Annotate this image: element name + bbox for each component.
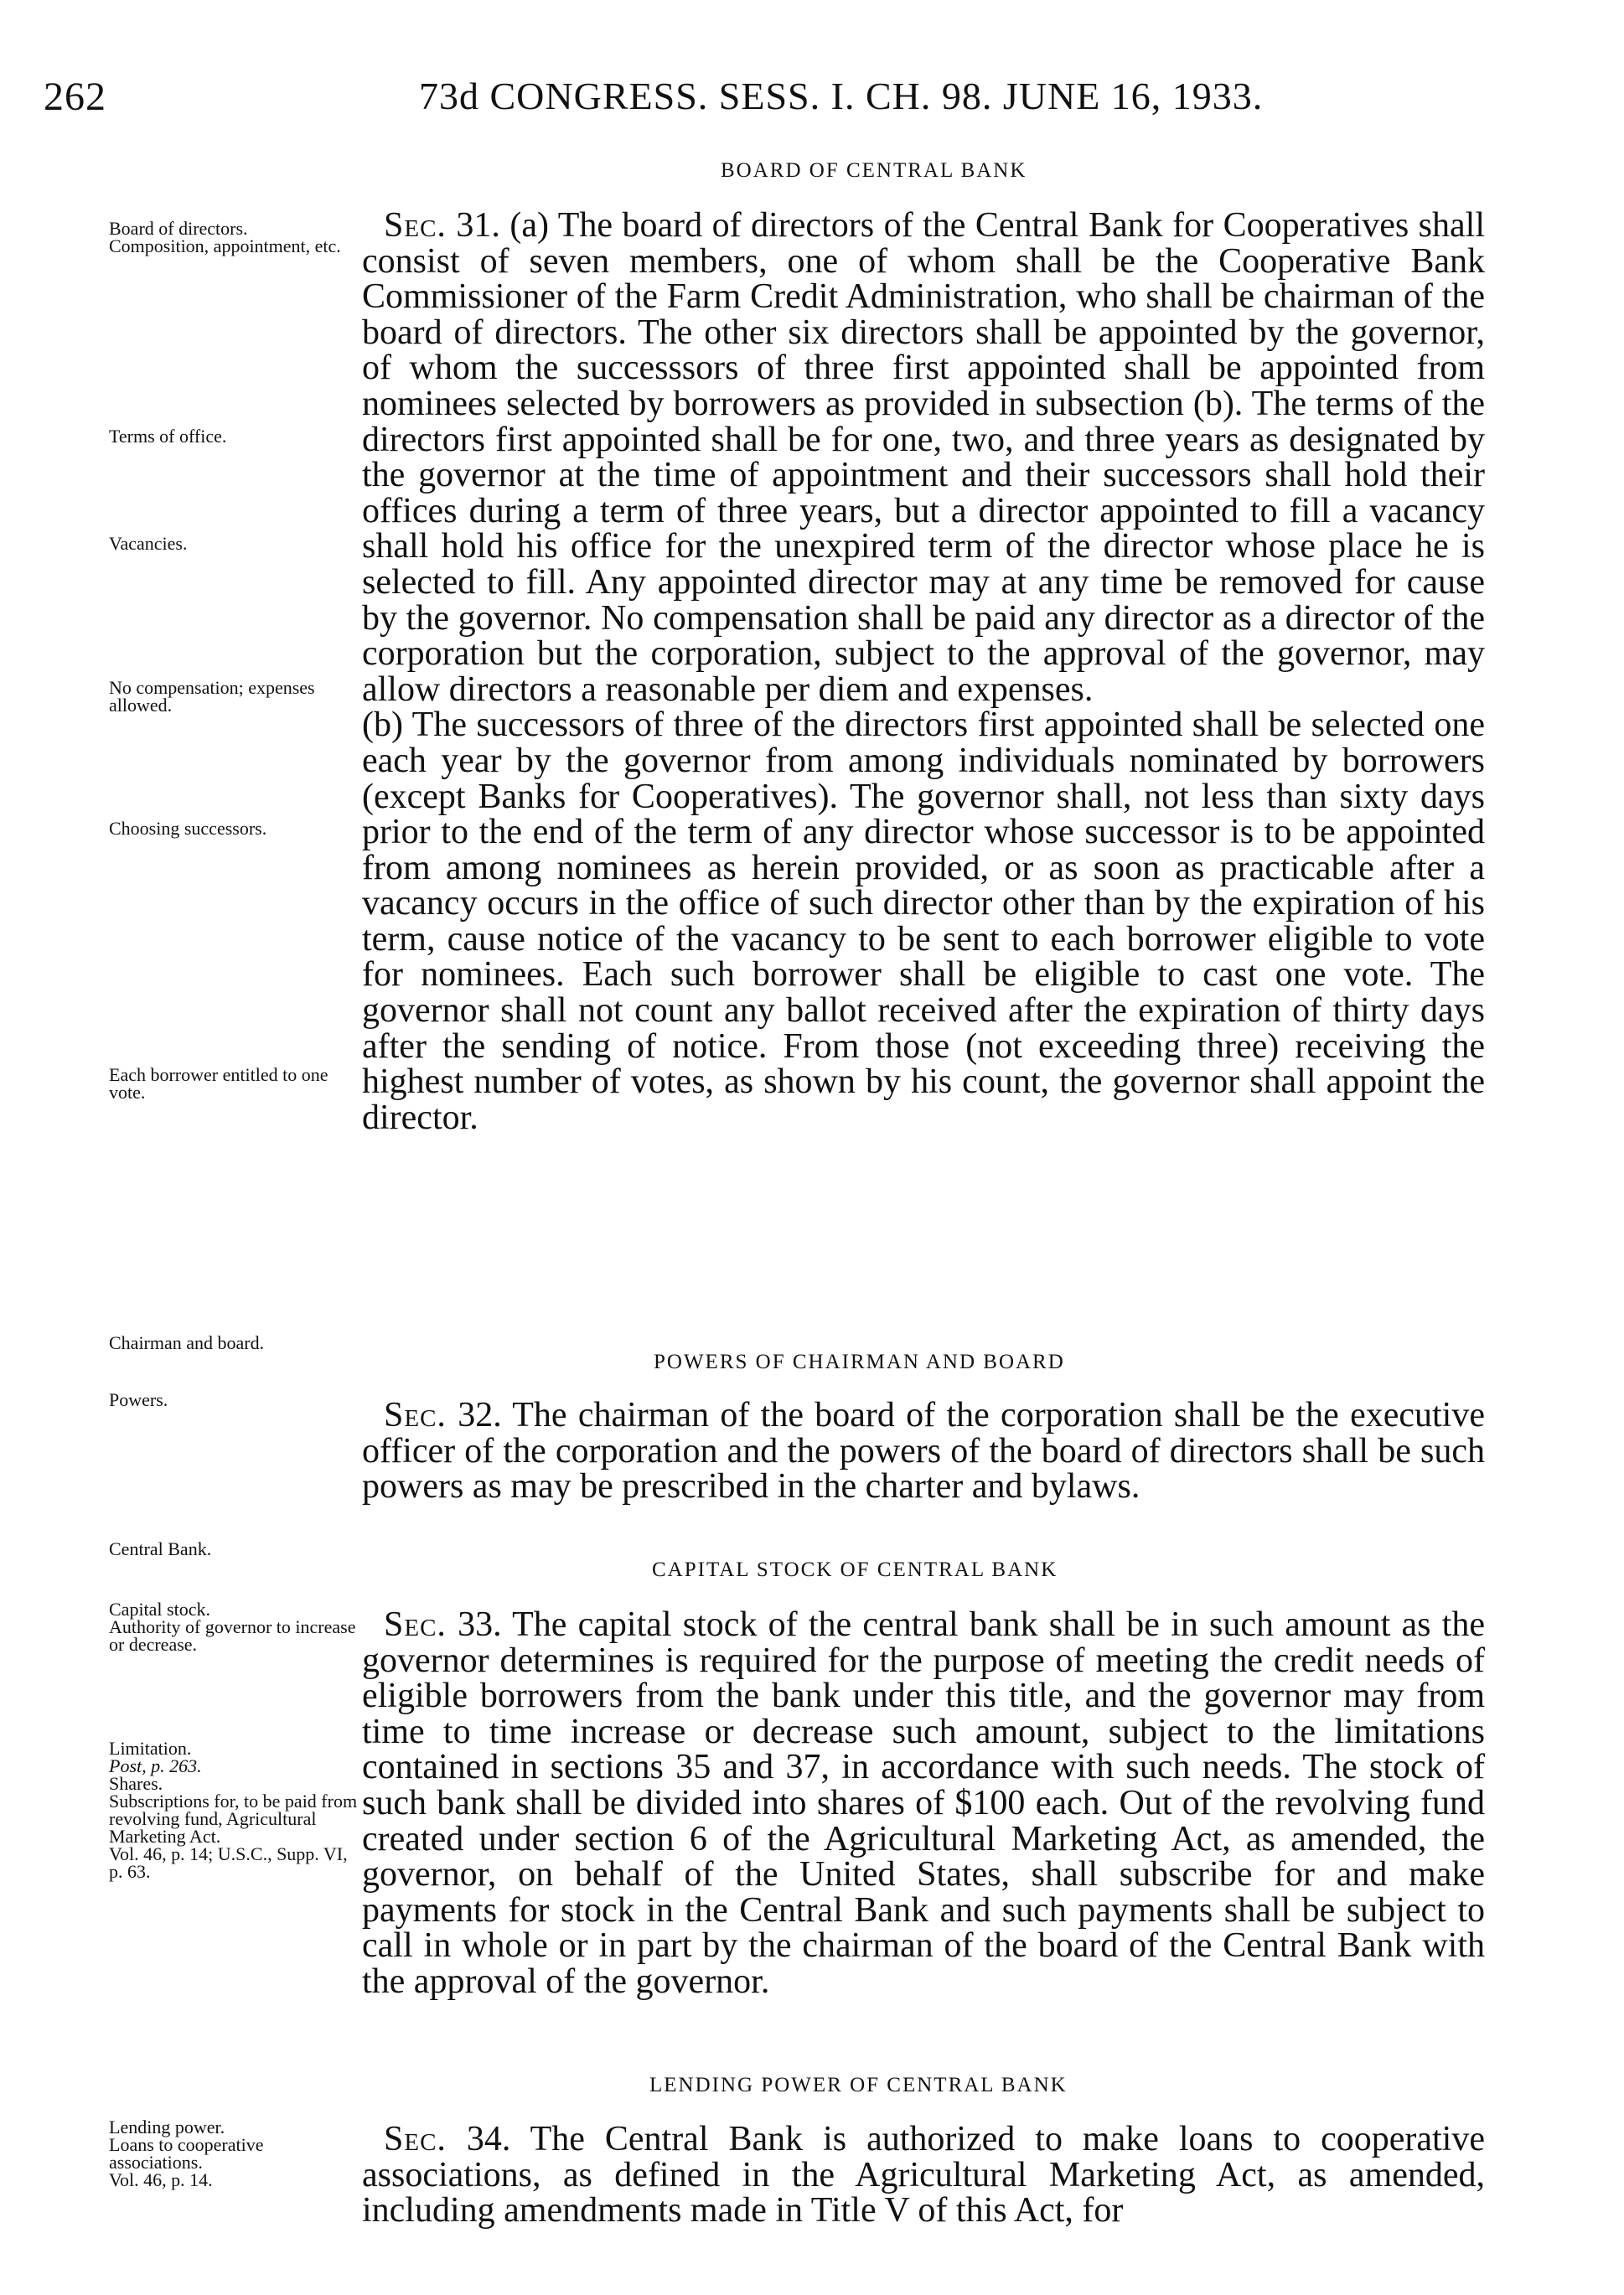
section-heading-powers: POWERS OF CHAIRMAN AND BOARD — [654, 1351, 1065, 1373]
section-32-text: 32. The chairman of the board of the corporation shall be the executive officer of the corporation and the powers of the board of directors shall be such powers as may be prescribed in the charter and bylaws. — [362, 1396, 1485, 1507]
section-32 — [362, 1398, 1485, 1505]
margin-note-authority: Authority of governor to increase or decrease. — [109, 1616, 356, 1655]
margin-note-vol46: Vol. 46, p. 14. — [109, 2169, 213, 2190]
margin-note-lending: Lending power. — [109, 2117, 225, 2137]
section-31 — [362, 208, 1485, 1135]
section-34 — [362, 2122, 1485, 2229]
margin-note-post: Post, p. 263. — [109, 1755, 202, 1776]
margin-note-vol46-usc: Vol. 46, p. 14; U.S.C., Supp. VI, p. 63. — [109, 1843, 348, 1882]
margin-note-borrower-vote: Each borrower entitled to one vote. — [109, 1064, 328, 1103]
sec-label: Sec. — [384, 2120, 447, 2158]
margin-note-compensation: No compensation; expenses allowed. — [109, 677, 315, 716]
sec-label: Sec. — [384, 1605, 447, 1644]
section-31-para-b: (b) The successors of three of the directors first appointed shall be selected one each year by the governor from among individuals nominated by borrowers (except Banks for Cooperatives). The governor shall, not less than sixty days prior to the end of the term of any director whose successor is to be appointed from among nominees as herein provided, or as soon as practicable after a vacancy occurs in the office of such director other than by the expiration of his term, cause notice of the vacancy to be sent to each borrower eligible to vote for nominees. Each such borrower shall be eligible to cast one vote. The governor shall not count any ballot received after the expiration of thirty days after the sending of notice. From those (not exceeding three) receiving the highest number of votes, as shown by his count, the governor shall appoint the director. — [362, 706, 1485, 1137]
margin-note-board-title: Board of directors. — [109, 218, 248, 239]
margin-note-lending-group — [109, 2118, 360, 2189]
section-34-text: 34. The Central Bank is authorized to make loans to cooperative associations, as defined in the Agricultural Marketing Act, as amended, including amendments made in Title V of this Act, for — [362, 2120, 1485, 2230]
margin-note-board — [109, 220, 360, 255]
section-31-para-a — [362, 208, 1485, 707]
margin-note-terms: Terms of office. — [109, 426, 227, 447]
section-heading-lending: LENDING POWER OF CENTRAL BANK — [649, 2074, 1068, 2096]
margin-note-capital — [109, 1600, 360, 1653]
margin-note-central-bank: Central Bank. — [109, 1538, 212, 1559]
section-33 — [362, 1607, 1485, 2000]
margin-note-loans: Loans to cooperative associations. — [109, 2134, 264, 2173]
section-heading-capital: CAPITAL STOCK OF CENTRAL BANK — [652, 1558, 1058, 1581]
sec-label: Sec. — [384, 206, 447, 245]
sec-label: Sec. — [384, 1396, 447, 1434]
margin-note-subscriptions: Subscriptions for, to be paid from revolving fund, Agricultural Marketing Act. — [109, 1791, 358, 1847]
margin-note-chairman: Chairman and board. — [109, 1332, 265, 1353]
margin-note-limitation: Limitation. — [109, 1738, 192, 1759]
margin-note-limitation-group — [109, 1739, 360, 1880]
margin-note-shares: Shares. — [109, 1773, 163, 1794]
margin-note-vacancies: Vacancies. — [109, 533, 188, 554]
margin-note-capital-title: Capital stock. — [109, 1599, 210, 1620]
section-31a-text: 31. (a) The board of directors of the Central Bank for Cooperatives shall consist of seven members, one of whom shall be the Cooperative Bank Commissioner of the Farm Credit Administration, who shall be chairman of the board of directors. The other six directors shall be appointed by the governor, of whom the successsors of three first appointed shall be appointed from nominees selected by borrowers as provided in subsection (b). The terms of the directors first appointed shall be for one, two, and three years as designated by the governor at the time of appointment and their successors shall hold their offices during a term of three years, but a director appointed to fill a vacancy shall hold his office for the unexpired term of the director whose place he is selected to fill. Any appointed director may at any time be removed for cause by the governor. No compensation shall be paid any director as a director of the corporation but the corporation, subject to the approval of the governor, may allow directors a reasonable per diem and expenses. — [362, 206, 1485, 709]
running-head: 73d CONGRESS. SESS. I. CH. 98. JUNE 16, 1933. — [419, 75, 1264, 117]
margin-note-composition: Composition, appointment, etc. — [109, 235, 341, 256]
section-33-text: 33. The capital stock of the central bank shall be in such amount as the governor determines is required for the purpose of meeting the credit needs of eligible borrowers from the bank under this title, and the governor may from time to time increase or decrease such amount, subject to the limitations contained in sections 35 and 37, in accordance with such needs. The stock of such bank shall be divided into shares of $100 each. Out of the revolving fund created under section 6 of the Agricultural Marketing Act, as amended, the governor, on behalf of the United States, shall subscribe for and make payments for stock in the Central Bank and such payments shall be subject to call in whole or in part by the chairman of the board of the Central Bank with the approval of the governor. — [362, 1605, 1485, 2001]
section-heading-board: BOARD OF CENTRAL BANK — [721, 159, 1027, 182]
section-34-text-wrap — [362, 2122, 1485, 2229]
page-number: 262 — [44, 75, 106, 119]
margin-note-successors: Choosing successors. — [109, 818, 267, 839]
section-33-text-wrap — [362, 1607, 1485, 2000]
section-32-text-wrap — [362, 1398, 1485, 1505]
margin-note-powers: Powers. — [109, 1389, 168, 1410]
